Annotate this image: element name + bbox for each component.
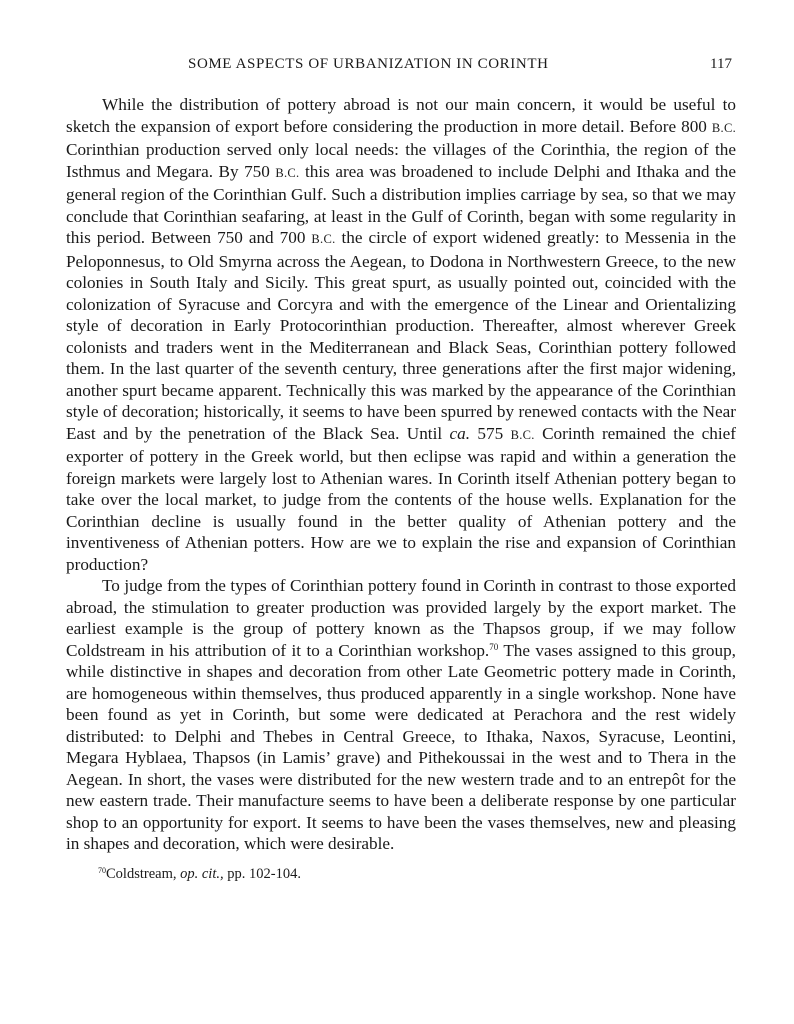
paragraph-1-text-2: Corinthian production served only local needs: the villages of the Corinthia, the region of the Isthmus and Megara. By 750 (66, 140, 736, 181)
footnote-pages: pp. 102-104. (227, 865, 301, 882)
page-number: 117 (710, 56, 732, 72)
footnote-reference[interactable]: 70 (489, 641, 499, 652)
footnote-op-cit: op. cit., (180, 865, 224, 882)
paragraph-1-text-3: this area was broadened to include Delphi and Ithaka and the general region of the Corinthian Gulf. Such a distribution implies carriage by sea, so that we may conclude that Corinthian seafaring, at least in the Gulf of Corinth, began with some regularity in this period. Between 750 and 700 (66, 161, 737, 247)
paragraph-2-text-1: To judge from the types of Corinthian pottery found in Corinth in contrast to those exported abroad, the stimulation to greater production was provided largely by the export market. The earliest example is the group of pottery known as the Thapsos group, if we may follow Coldstream in his attribution of it to a Corinthian workshop. (66, 576, 736, 660)
paragraph-2 (66, 575, 736, 855)
bc-abbreviation: B.C. (275, 165, 300, 180)
circa-abbreviation: ca. (449, 423, 471, 443)
year-575: 575 (477, 423, 504, 443)
paragraph-1-text-1: While the distribution of pottery abroad is not our main concern, it would be useful to sketch the expansion of export before considering the production in more detail. Before 800 (66, 95, 736, 136)
paragraph-2-text-2: The vases assigned to this group, while distinctive in shapes and decoration from other Late Geometric pottery made in Corinth, are homogeneous within themselves, thus produced apparently in a single workshop. None have been found as yet in Corinth, but some were dedicated at Perachora and the rest widely distributed: to Delphi and Thebes in Central Greece, to Ithaka, Naxos, Syracuse, Leontini, Megara Hyblaea, Thapsos (in Lamis’ grave) and Pithekoussai in the west and to Thera in the Aegean. In short, the vases were distributed for the new western trade and to an entrepôt for the new eastern trade. Their manufacture seems to have been a deliberate response by one particular shop to an opportunity for export. It seems to have been the vases themselves, new and pleasing in shapes and decoration, which were desirable. (66, 640, 736, 853)
paragraph-1-text-5: Corinth remained the chief exporter of pottery in the Greek world, but then eclipse was rapid and within a generation the foreign markets were largely lost to Athenian wares. In Corinth itself Athenian pottery began to take over the local market, to judge from the contents of the house wells. Explanation for the Corinthian decline is usually found in the better quality of Athenian pottery and the inventiveness of Athenian potters. How are we to explain the rise and expansion of Corinthian production? (66, 423, 736, 574)
running-head (66, 52, 736, 80)
body-text (66, 94, 736, 855)
page (66, 52, 736, 883)
paragraph-1-text-4: the circle of export widened greatly: to Messenia in the Peloponnesus, to Old Smyrna across the Aegean, to Dodona in Northwestern Greece, to the new colonies in South Italy and Sicily. This great spurt, as usually pointed out, coincided with the colonization of Syracuse and Corcyra and with the emergence of the Linear and Orientalizing style of decoration in Early Protocorinthian production. Thereafter, almost wherever Greek colonists and traders went in the Mediterranean and Black Seas, Corinthian pottery followed them. In the last quarter of the seventh century, three generations after the first major widening, another spurt became apparent. Technically this was marked by the appearance of the Corinthian style of decoration; historically, it seems to have been spurred by renewed contacts with the Near East and by the penetration of the Black Sea. Until (66, 228, 737, 443)
footnote-author: Coldstream, (106, 865, 177, 882)
paragraph-1 (66, 94, 736, 575)
bc-abbreviation: B.C. (311, 232, 336, 246)
footnote (66, 865, 736, 883)
bc-abbreviation: B.C. (711, 120, 737, 135)
running-title: SOME ASPECTS OF URBANIZATION IN CORINTH (188, 56, 549, 72)
bc-abbreviation: B.C. (510, 427, 535, 442)
footnote-number: 70 (98, 865, 106, 875)
